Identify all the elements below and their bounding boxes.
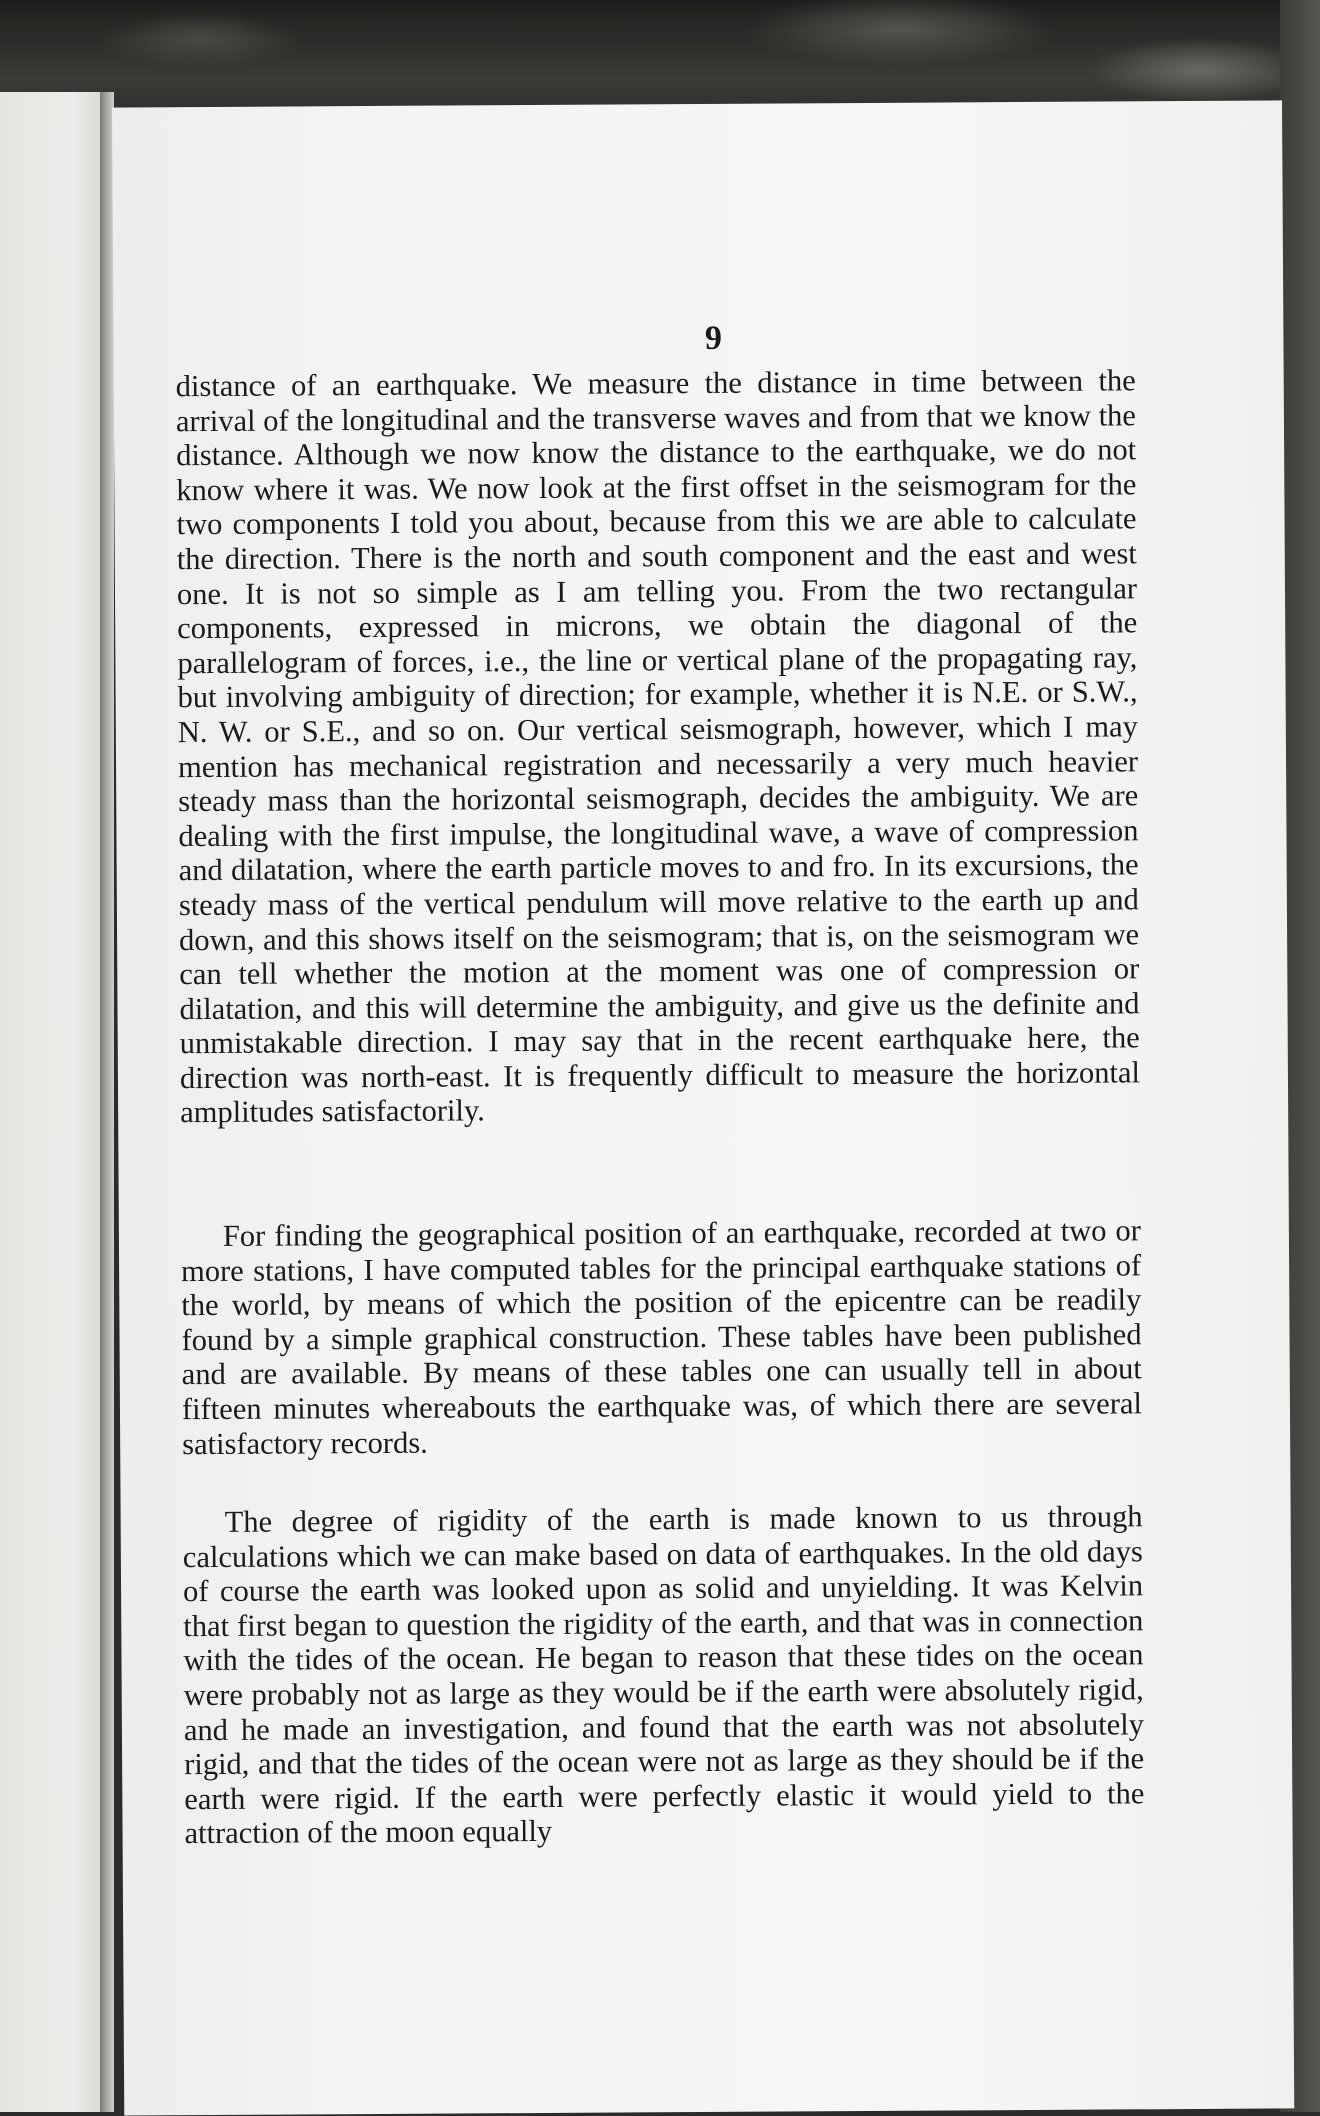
paragraph-rigidity [183,1499,1145,1851]
book-gutter [100,92,114,2112]
paragraph-text: The degree of rigidity of the earth is made known to us through calculations which we can make based on data of earthquakes. In the old days of course the earth was looked upon as solid and unyielding. It was Kelvin that first began to question the rigidity of the earth, and that was in connection with the tides of the ocean. He began to reason that these tides on the ocean were probably not as large as they would be if the earth were absolutely rigid, and he made an investigation, and found that the earth was not absolutely rigid, and that the tides of the ocean were not as large as they should be if the earth were rigid. If the earth were perfectly elastic it would yield to the attraction of the moon equally [182,1499,1145,1851]
book-page [112,100,1294,2115]
facing-page-edge [0,92,104,2112]
page-number: 9 [704,319,723,357]
paragraph-text: For finding the geographical position of an earthquake, recorded at two or more stations, I have computed tables for the principal earthquake stations of the world, by means of which the position of the epicentre can be readily found by a simple graphical construction. These tables have been published and are available. By means of these tables one can usually tell in about fifteen minutes whereabouts the earthquake was, of which there are several satisfactory records. [181,1213,1143,1461]
paragraph-distance [176,363,1141,1130]
paragraph-geographical-position [181,1213,1142,1461]
paragraph-text: distance of an earthquake. We measure the distance in time between the arrival of the longitudinal and the transverse waves and from that we know the distance. Although we now know the distance to the earthquake, we do not know where it was. We now look at the first offset in the seismogram for the two components I told you about, because from this we are able to calculate the direction. There is the north and south component and the east and west one. It is not so simple as I am telling you. From the two rectangular components, expressed in microns, we obtain the diagonal of the parallelogram of forces, i.e., the line or vertical plane of the propagating ray, but involving ambiguity of direction; for example, whether it is N.E. or S.W., N. W. or S.E., and so on. Our vertical seismograph, however, which I may mention has mechanical registration and necessarily a very much heavier steady mass than the horizontal seismograph, decides the ambiguity. We are dealing with the first impulse, the longitudinal wave, a wave of compression and dilatation, where the earth particle moves to and fro. In its excursions, the steady mass of the vertical pendulum will move relative to the earth up and down, and this shows itself on the seismogram; that is, on the seismogram we can tell whether the motion at the moment was one of compression or dilatation, and this will determine the ambiguity, and give us the definite and unmistakable direction. I may say that in the recent earthquake here, the direction was north-east. It is frequently difficult to measure the horizontal amplitudes satisfactorily. [175,363,1141,1130]
